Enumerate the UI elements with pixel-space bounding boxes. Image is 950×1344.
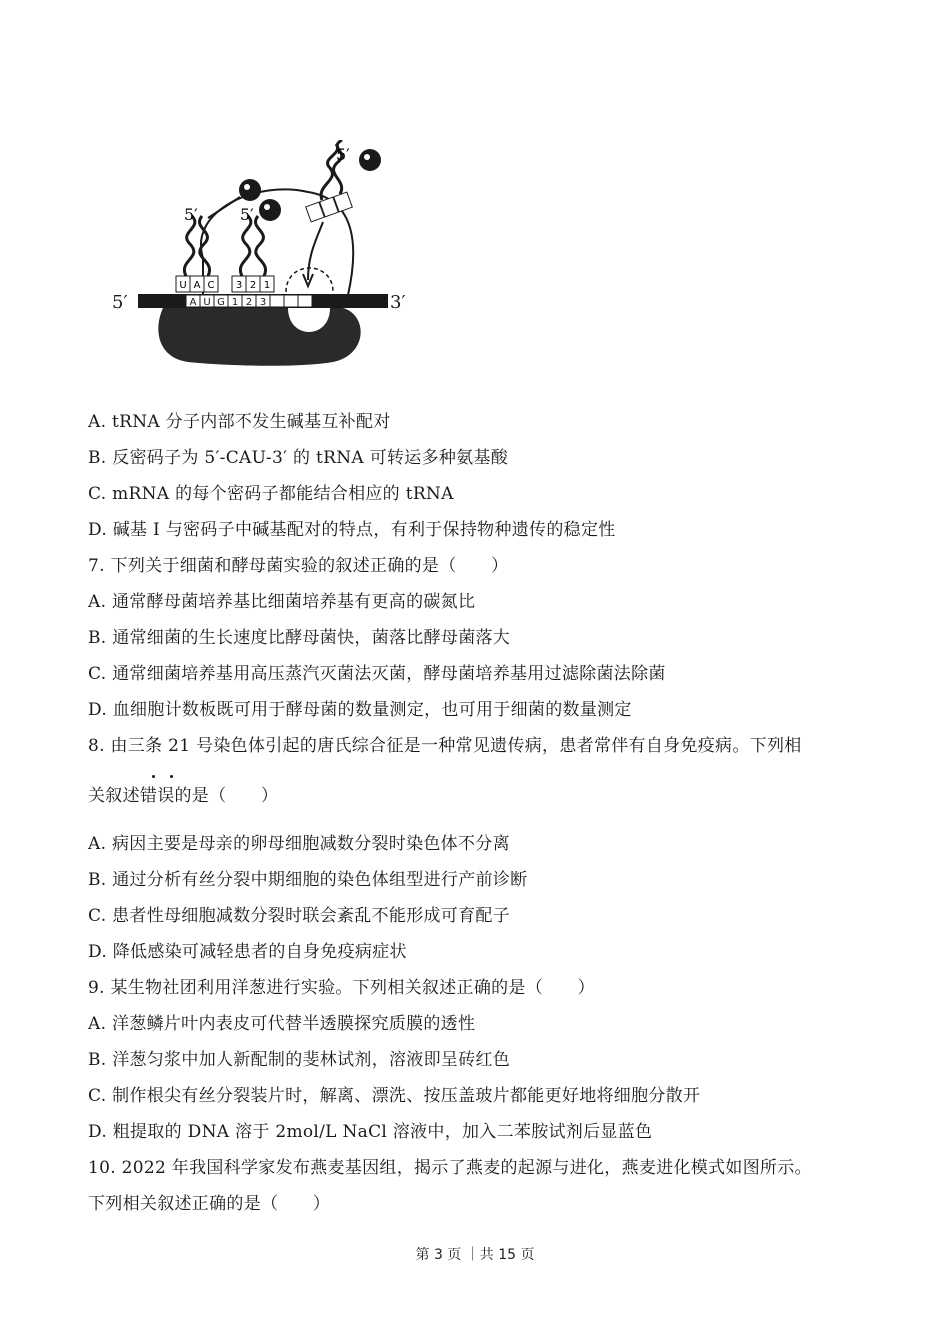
q6-option-d: D. 碱基 I 与密码子中碱基配对的特点，有利于保持物种遗传的稳定性	[88, 520, 616, 540]
q8-stem-line2: 关叙述错误的是（ ）	[88, 786, 279, 806]
q9-option-b: B. 洋葱匀浆中加人新配制的斐林试剂，溶液即呈砖红色	[88, 1050, 511, 1070]
q7-option-c: C. 通常细菌培养基用高压蒸汽灭菌法灭菌，酵母菌培养基用过滤除菌法除菌	[88, 664, 666, 684]
q8-stem-line1: 8. 由三条 21 号染色体引起的唐氏综合征是一种常见遗传病，患者常伴有自身免疫病。下列相	[88, 736, 802, 756]
codon-base: 2	[245, 297, 253, 308]
q8-option-d: D. 降低感染可减轻患者的自身免疫病症状	[88, 942, 407, 962]
anticodon-base: 3	[235, 280, 243, 291]
mrna-5-prime-label: 5′	[112, 292, 128, 313]
q7-option-b: B. 通常细菌的生长速度比酵母菌快，菌落比酵母菌落大	[88, 628, 511, 648]
codon-base: U	[203, 297, 211, 308]
trna-2-5-prime-label: 5′	[240, 205, 254, 224]
q8-option-a: A. 病因主要是母亲的卵母细胞减数分裂时染色体不分离	[88, 834, 510, 854]
trna-3-5-prime-label: 5′	[336, 145, 350, 164]
codon-base: A	[189, 297, 197, 308]
trna-1-5-prime-label: 5′	[184, 205, 198, 224]
q9-stem: 9. 某生物社团利用洋葱进行实验。下列相关叙述正确的是（ ）	[88, 978, 595, 998]
q10-stem-line1: 10. 2022 年我国科学家发布燕麦基因组，揭示了燕麦的起源与进化，燕麦进化模式如图所示。	[88, 1158, 812, 1178]
anticodon-base: U	[179, 280, 187, 291]
q6-option-a: A. tRNA 分子内部不发生碱基互补配对	[88, 412, 391, 432]
q7-option-a: A. 通常酵母菌培养基比细菌培养基有更高的碳氮比	[88, 592, 476, 612]
emphasis-dot	[152, 775, 155, 778]
q9-option-d: D. 粗提取的 DNA 溶于 2mol/L NaCl 溶液中，加入二苯胺试剂后显蓝色	[88, 1122, 653, 1142]
mrna-3-prime-label: 3′	[390, 292, 406, 313]
amino-acid-1	[239, 179, 261, 201]
q9-option-a: A. 洋葱鳞片叶内表皮可代替半透膜探究质膜的透性	[88, 1014, 476, 1034]
q8-option-c: C. 患者性母细胞减数分裂时联会紊乱不能形成可育配子	[88, 906, 511, 926]
codon-base: 3	[259, 297, 267, 308]
page-footer: 第 3 页 ｜共 15 页	[415, 1247, 535, 1263]
anticodon-base: A	[193, 280, 201, 291]
q7-option-d: D. 血细胞计数板既可用于酵母菌的数量测定，也可用于细菌的数量测定	[88, 700, 632, 720]
codon-base: G	[217, 297, 225, 308]
q7-stem: 7. 下列关于细菌和酵母菌实验的叙述正确的是（ ）	[88, 556, 509, 576]
ribosome-small-subunit	[158, 308, 360, 366]
q6-option-b: B. 反密码子为 5′-CAU-3′ 的 tRNA 可转运多种氨基酸	[88, 448, 509, 468]
anticodon-base: 2	[249, 280, 257, 291]
anticodon-base: 1	[263, 280, 271, 291]
anticodon-base: C	[207, 280, 215, 291]
trna-2	[232, 199, 281, 292]
q9-option-c: C. 制作根尖有丝分裂装片时，解离、漂洗、按压盖玻片都能更好地将细胞分散开	[88, 1086, 701, 1106]
codon-base: 1	[231, 297, 239, 308]
translation-diagram	[108, 140, 418, 370]
trna-3	[306, 140, 381, 222]
q8-option-b: B. 通过分析有丝分裂中期细胞的染色体组型进行产前诊断	[88, 870, 528, 890]
emphasis-dot	[170, 775, 173, 778]
q6-option-c: C. mRNA 的每个密码子都能结合相应的 tRNA	[88, 484, 454, 504]
q10-stem-line2: 下列相关叙述正确的是（ ）	[88, 1194, 331, 1214]
